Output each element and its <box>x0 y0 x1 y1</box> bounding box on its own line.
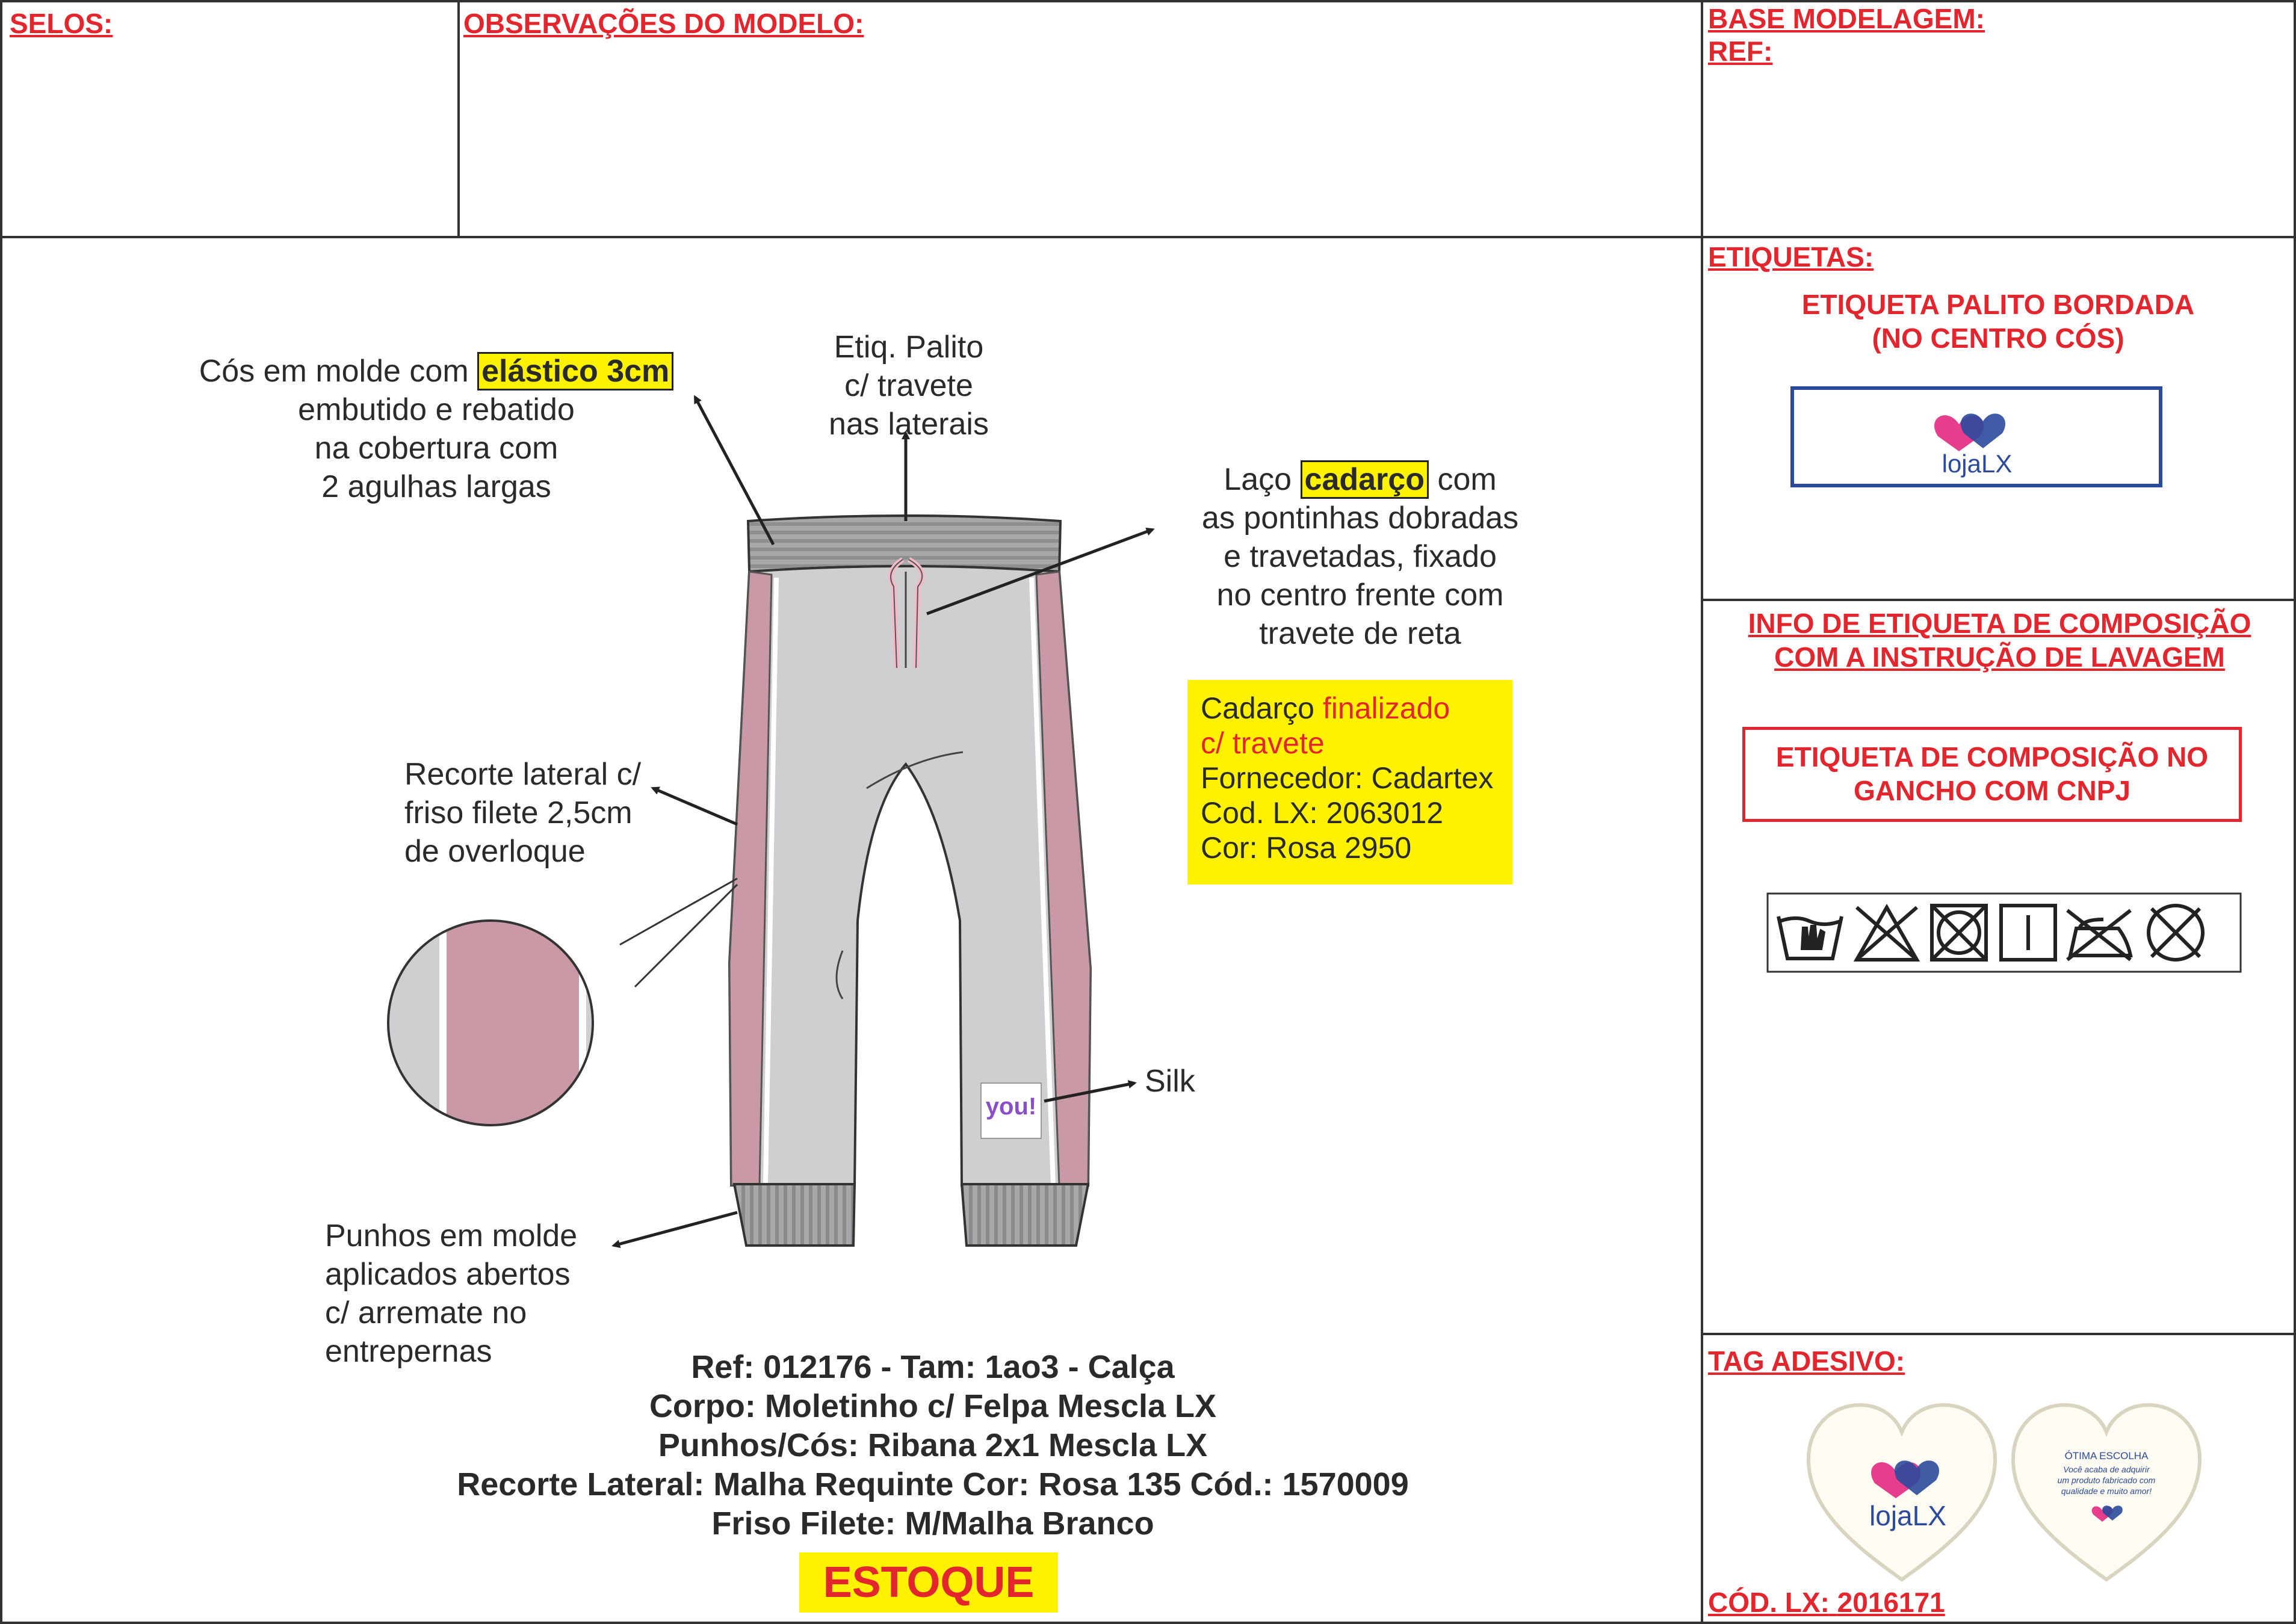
waistband <box>748 516 1060 572</box>
spec-friso: Friso Filete: M/Malha Branco <box>711 1505 1154 1542</box>
spec-recorte: Recorte Lateral: Malha Requinte Cor: Rosa 135 Cód.: 1570009 <box>457 1466 1409 1502</box>
svg-text:ÓTIMA ESCOLHA: ÓTIMA ESCOLHA <box>2064 1450 2149 1462</box>
base-modelagem-header: BASE MODELAGEM: <box>1708 3 1985 34</box>
punhos-annotation: Punhos em molde aplicados abertos c/ arremate no entrepernas <box>325 1218 578 1369</box>
svg-text:lojaLX: lojaLX <box>1869 1500 1946 1531</box>
tag-front-image <box>1802 1399 2001 1585</box>
etiquetas-header: ETIQUETAS: <box>1708 241 1874 273</box>
right-cuff <box>962 1184 1088 1246</box>
spec-punhos: Punhos/Cós: Ribana 2x1 Mescla LX <box>658 1427 1208 1463</box>
tag-back-image <box>2007 1399 2206 1585</box>
svg-text:lojaLX: lojaLX <box>1942 449 2013 478</box>
spec-block <box>337 1348 1529 1543</box>
right-column-divider <box>1701 0 1703 1624</box>
cod-lx-label: CÓD. LX: 2016171 <box>1708 1587 1945 1618</box>
svg-text:um produto fabricado com: um produto fabricado com <box>2057 1475 2156 1485</box>
spec-ref: Ref: 012176 - Tam: 1ao3 - Calça <box>691 1349 1175 1385</box>
svg-text:qualidade e muito amor!: qualidade e muito amor! <box>2061 1486 2152 1496</box>
etiq-annotation: Etiq. Palito c/ travete nas laterais <box>829 330 989 442</box>
svg-text:Você acaba de adquirir: Você acaba de adquirir <box>2063 1465 2150 1474</box>
recorte-annotation: Recorte lateral c/ friso filete 2,5cm de overloque <box>404 757 642 869</box>
selos-header: SELOS: <box>10 8 113 39</box>
ref-header: REF: <box>1708 36 1773 67</box>
palito-label-title: ETIQUETA PALITO BORDADA (NO CENTRO CÓS) <box>1801 289 2195 354</box>
tag-adesivo-header: TAG ADESIVO: <box>1708 1345 1905 1377</box>
left-cuff <box>734 1184 855 1246</box>
spec-corpo: Corpo: Moletinho c/ Felpa Mescla LX <box>649 1388 1217 1424</box>
cadarco-info-box: Cadarço finalizado c/ travete Fornecedor: Cadartex Cod. LX: 2063012 Cor: Rosa 2950 <box>1187 680 1512 885</box>
composicao-box-text: ETIQUETA DE COMPOSIÇÃO NO GANCHO COM CNPJ <box>1775 741 2209 806</box>
etiquetas-divider <box>1701 599 2296 601</box>
svg-text:you!: you! <box>985 1093 1037 1120</box>
observacoes-header: OBSERVAÇÕES DO MODELO: <box>463 8 864 39</box>
tag-divider <box>1701 1333 2296 1335</box>
laco-annotation: Laço cadarço com as pontinhas dobradas e travetadas, fixado no centro frente com travete de reta <box>1131 460 1589 653</box>
palito-label-image <box>1790 382 2176 496</box>
cos-annotation: Cós em molde com elástico 3cm embutido e rebatido na cobertura com 2 agulhas largas <box>162 352 710 506</box>
estoque-badge: ESTOQUE <box>799 1552 1058 1613</box>
care-symbols-strip <box>1766 892 2242 973</box>
silk-annotation: Silk <box>1145 1064 1195 1099</box>
info-composicao-title: INFO DE ETIQUETA DE COMPOSIÇÃO COM A INSTRUÇÃO DE LAVAGEM <box>1748 608 2251 673</box>
cod-lx-value: 2016171 <box>1837 1587 1945 1618</box>
no-tumble-dry-icon <box>1932 906 1986 960</box>
